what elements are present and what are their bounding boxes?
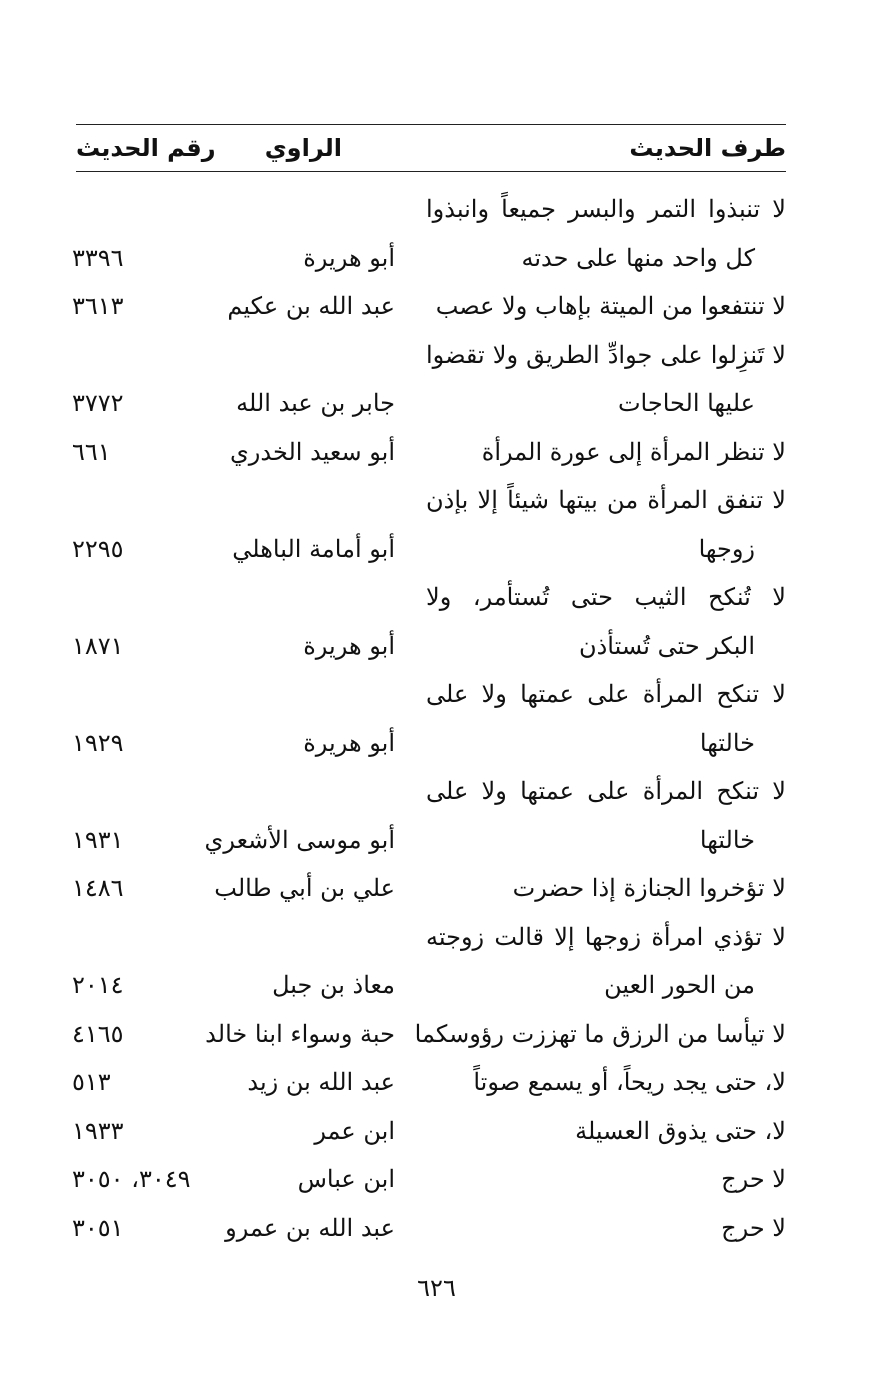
hadith-number: ٣٣٩٦ — [72, 243, 124, 272]
hadith-number: ٣٦١٣ — [72, 292, 124, 320]
table-row — [0, 476, 873, 525]
narrator-name: معاذ بن جبل — [272, 971, 395, 999]
hadith-text: لا حرج — [721, 1165, 786, 1193]
hadith-number: ٦٦١ — [72, 437, 111, 466]
hadith-number: ١٤٨٦ — [72, 874, 124, 902]
table-row — [0, 913, 873, 962]
table-row — [0, 622, 873, 671]
hadith-text: لا تؤذي امرأة زوجها إلا قالت زوجته — [426, 922, 786, 951]
table-row — [0, 1155, 873, 1204]
table-row — [0, 719, 873, 768]
hadith-number: ١٩٢٩ — [72, 728, 124, 757]
header-bottom-rule — [76, 171, 786, 172]
narrator-name: أبو سعيد الخدري — [230, 437, 395, 466]
narrator-name: جابر بن عبد الله — [236, 389, 395, 417]
narrator-name: أبو هريرة — [303, 728, 395, 757]
table-row — [0, 670, 873, 719]
narrator-name: ابن عمر — [314, 1116, 395, 1145]
hadith-number: ٣٠٥١ — [72, 1213, 124, 1242]
hadith-number: ٣٠٤٩، ٣٠٥٠ — [72, 1165, 191, 1193]
narrator-name: عبد الله بن زيد — [247, 1068, 395, 1096]
hadith-number: ٢٠١٤ — [72, 971, 124, 999]
header-number-label: رقم الحديث — [76, 134, 216, 162]
table-row — [0, 234, 873, 283]
hadith-text: زوجها — [698, 534, 755, 563]
hadith-number: ٢٢٩٥ — [72, 534, 124, 563]
table-row — [0, 961, 873, 1010]
table-row — [0, 767, 873, 816]
table-row — [0, 331, 873, 380]
hadith-text: لا حرج — [721, 1213, 786, 1242]
table-row — [0, 525, 873, 574]
table-row — [0, 185, 873, 234]
hadith-text: خالتها — [699, 728, 755, 757]
hadith-text: عليها الحاجات — [617, 389, 755, 417]
hadith-text: لا تنكح المرأة على عمتها ولا على — [426, 680, 786, 708]
hadith-text: لا تيأسا من الرزق ما تهززت رؤوسكما — [414, 1019, 786, 1048]
narrator-name: أبو هريرة — [303, 243, 395, 272]
table-row — [0, 573, 873, 622]
hadith-text: لا، حتى يجد ريحاً، أو يسمع صوتاً — [473, 1068, 786, 1096]
table-row — [0, 379, 873, 428]
narrator-name: عبد الله بن عمرو — [225, 1213, 395, 1242]
page-number: ٦٢٦ — [417, 1274, 456, 1302]
narrator-name: أبو هريرة — [303, 631, 395, 660]
narrator-name: عبد الله بن عكيم — [227, 292, 395, 320]
hadith-text: لا تؤخروا الجنازة إذا حضرت — [512, 874, 786, 902]
hadith-text: من الحور العين — [604, 971, 755, 999]
table-row — [0, 864, 873, 913]
table-row — [0, 282, 873, 331]
hadith-text: كل واحد منها على حدته — [521, 243, 755, 272]
narrator-name: علي بن أبي طالب — [214, 874, 395, 902]
hadith-text: لا تَنزِلوا على جوادِّ الطريق ولا تقضوا — [426, 340, 786, 369]
hadith-text: لا تنظر المرأة إلى عورة المرأة — [481, 437, 786, 466]
narrator-name: أبو أمامة الباهلي — [232, 534, 395, 563]
hadith-number: ١٩٣١ — [72, 825, 124, 854]
hadith-text: خالتها — [699, 825, 755, 854]
index-table-body — [0, 185, 873, 1252]
header-top-rule — [76, 124, 786, 125]
hadith-number: ١٨٧١ — [72, 631, 124, 660]
hadith-text: لا تنتفعوا من الميتة بإهاب ولا عصب — [435, 292, 786, 320]
hadith-number: ٣٧٧٢ — [72, 389, 124, 417]
hadith-text: البكر حتى تُستأذن — [578, 631, 755, 660]
table-row — [0, 1204, 873, 1253]
hadith-text: لا تُنكح الثيب حتى تُستأمر، ولا — [426, 583, 786, 611]
table-header — [76, 126, 786, 170]
header-narrator-label: الراوي — [264, 134, 342, 162]
narrator-name: حبة وسواء ابنا خالد — [205, 1019, 395, 1048]
narrator-name: ابن عباس — [297, 1165, 395, 1193]
hadith-text: لا، حتى يذوق العسيلة — [575, 1116, 786, 1145]
hadith-number: ٤١٦٥ — [72, 1019, 124, 1048]
hadith-number: ١٩٣٣ — [72, 1116, 124, 1145]
table-row — [0, 428, 873, 477]
hadith-text: لا تنفق المرأة من بيتها شيئاً إلا بإذن — [426, 486, 786, 514]
table-row — [0, 1010, 873, 1059]
header-hadith-label: طرف الحديث — [629, 134, 786, 162]
table-row — [0, 816, 873, 865]
narrator-name: أبو موسى الأشعري — [204, 825, 395, 854]
hadith-number: ٥١٣ — [72, 1068, 111, 1096]
table-row — [0, 1058, 873, 1107]
hadith-text: لا تنبذوا التمر والبسر جميعاً وانبذوا — [426, 195, 786, 223]
hadith-text: لا تنكح المرأة على عمتها ولا على — [426, 777, 786, 805]
table-row — [0, 1107, 873, 1156]
